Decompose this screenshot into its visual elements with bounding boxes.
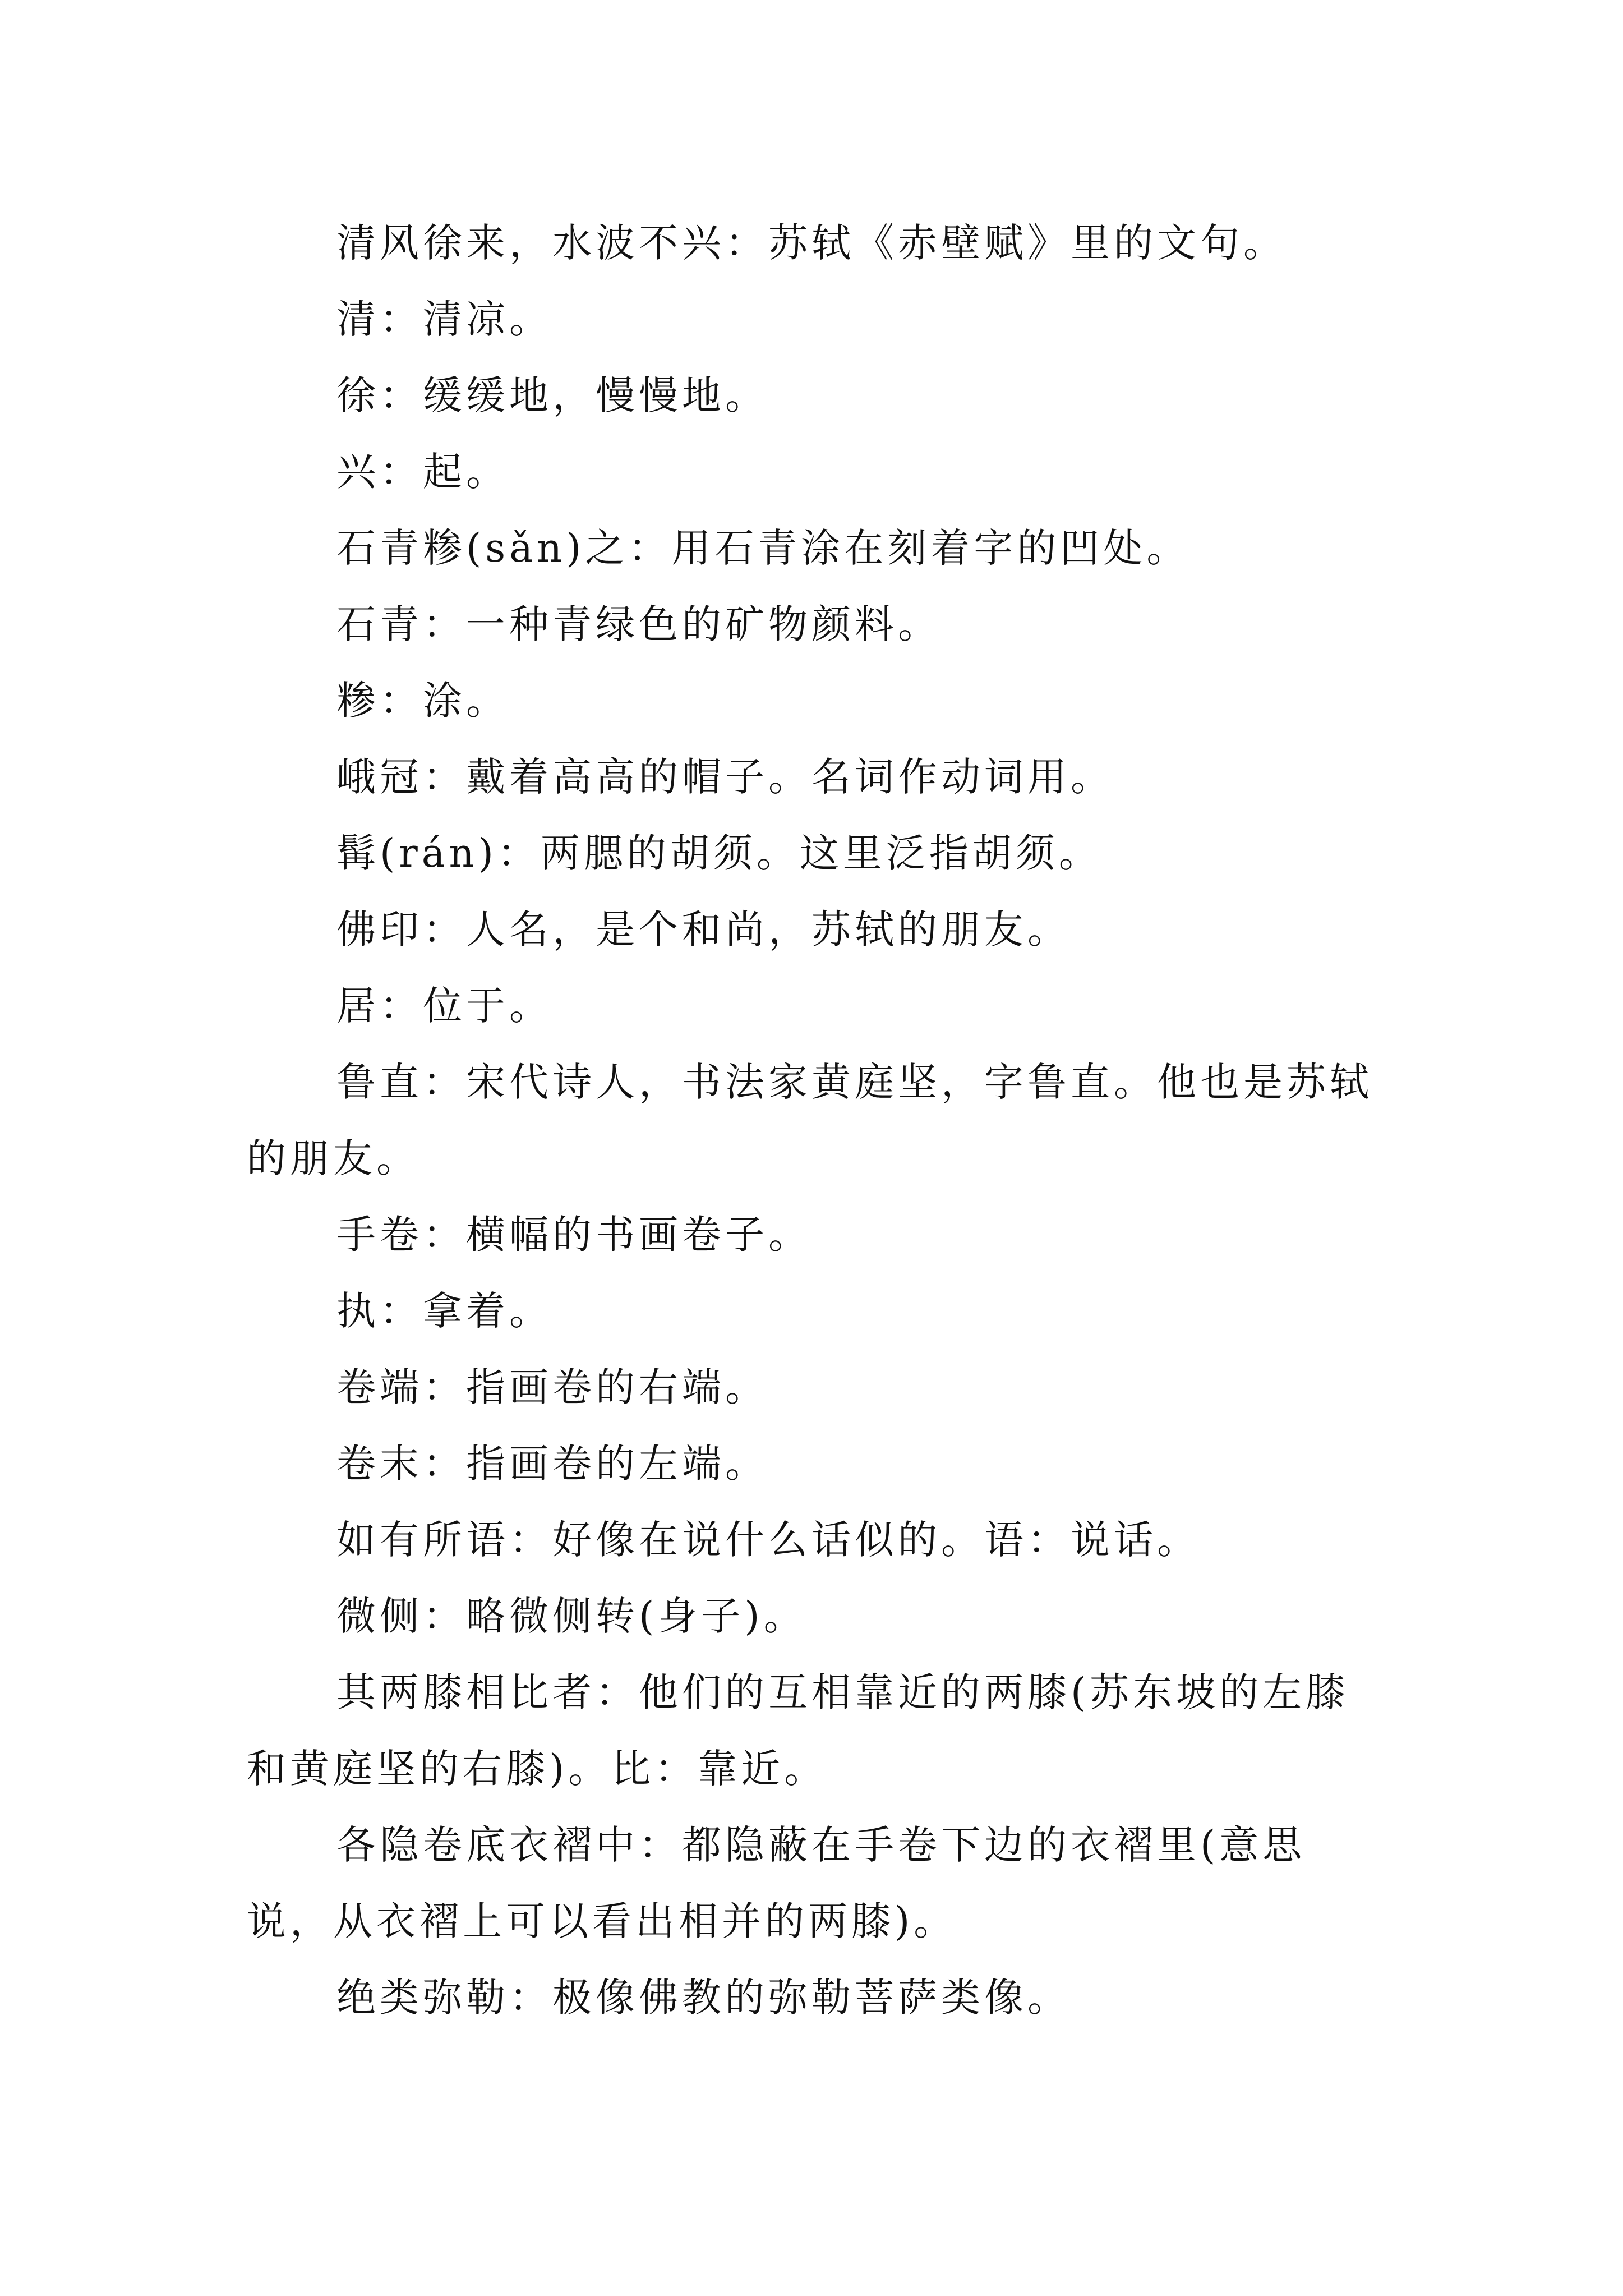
paragraph-4: 兴：起。 — [336, 449, 509, 495]
paragraph-20: 各隐卷底衣褶中：都隐蔽在手卷下边的衣褶里(意思说，从衣褶上可以看出相并的两膝)。 — [247, 1822, 1306, 1944]
paragraph-9: 髯(rán)：两腮的胡须。这里泛指胡须。 — [336, 830, 1102, 876]
paragraph-13: 手卷：横幅的书画卷子。 — [336, 1212, 811, 1258]
paragraph-10: 佛印：人名，是个和尚，苏轼的朋友。 — [336, 907, 1071, 953]
paragraph-21: 绝类弥勒：极像佛教的弥勒菩萨类像。 — [336, 1975, 1071, 2021]
paragraph-5: 石青糁(sǎn)之：用石青涂在刻着字的凹处。 — [336, 525, 1190, 571]
paragraph-12: 鲁直：宋代诗人，书法家黄庭坚，字鲁直。他也是苏轼的朋友。 — [247, 1059, 1373, 1181]
paragraph-1: 清风徐来，水波不兴：苏轼《赤壁赋》里的文句。 — [336, 220, 1287, 266]
paragraph-3: 徐：缓缓地，慢慢地。 — [336, 372, 768, 418]
paragraph-8: 峨冠：戴着高高的帽子。名词作动词用。 — [336, 754, 1114, 800]
paragraph-16: 卷末：指画卷的左端。 — [336, 1441, 768, 1487]
paragraph-15: 卷端：指画卷的右端。 — [336, 1364, 768, 1410]
paragraph-7: 糁：涂。 — [336, 678, 509, 724]
annotation-text-body — [247, 205, 1391, 2036]
paragraph-14: 执：拿着。 — [336, 1288, 552, 1334]
paragraph-18: 微侧：略微侧转(身子)。 — [336, 1593, 807, 1639]
paragraph-6: 石青：一种青绿色的矿物颜料。 — [336, 601, 941, 647]
paragraph-19: 其两膝相比者：他们的互相靠近的两膝(苏东坡的左膝和黄庭坚的右膝)。比：靠近。 — [247, 1669, 1349, 1792]
paragraph-2: 清：清凉。 — [336, 296, 552, 342]
paragraph-11: 居：位于。 — [336, 983, 552, 1029]
paragraph-17: 如有所语：好像在说什么话似的。语：说话。 — [336, 1517, 1200, 1563]
